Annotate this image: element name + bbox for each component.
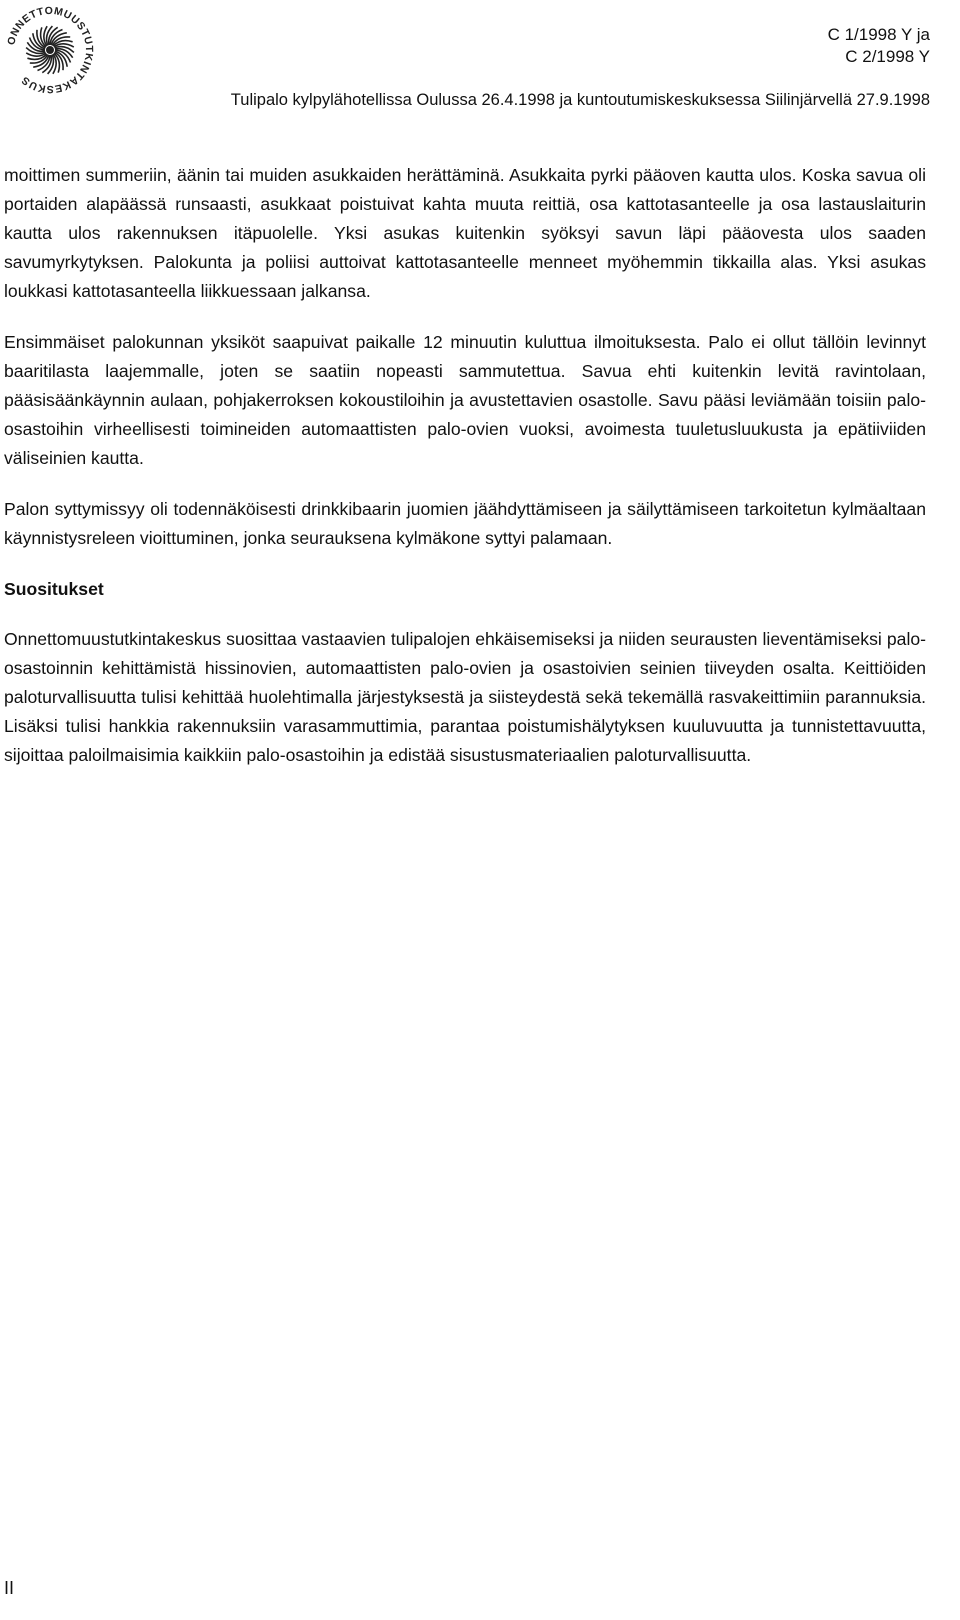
page-number: II [4,1578,15,1598]
document-code-line-1: C 1/1998 Y ja [827,25,930,44]
seal-lettering: ONNETTOMUUSTUTKINTAKESKUS [5,4,96,96]
seal-center [46,46,54,54]
agency-seal-graphic [0,0,100,100]
agency-seal-icon [0,0,100,100]
document-code-line-2: C 2/1998 Y [845,47,930,66]
document-body [4,161,926,792]
paragraph-cause: Palon syttymissyy oli todennäköisesti drinkkibaarin juomien jäähdyttämiseen ja säilyttämiseen tarkoitetun kylmäaltaan käynnistysreleen vioittuminen, jonka seurauksena kylmäkone syttyi palamaan. [4,499,926,548]
paragraph-recommendations: Onnettomuustutkintakeskus suosittaa vastaavien tulipalojen ehkäisemiseksi ja niiden seurausten lieventämiseksi palo-osastoinnin kehittämistä hissinovien, automaattisten palo-ovien ja osastoivien seinien tiiveyden osalta. Keittiöiden paloturvallisuutta tulisi kehittää huolehtimalla järjestyksestä ja siisteydestä sekä tekemällä rasvakeittimiin parannuksia. Lisäksi tulisi hankkia rakennuksiin varasammuttimia, parantaa poistumishälytyksen kuuluvuutta ja tunnistettavuutta, sijoittaa paloilmaisimia kaikkiin palo-osastoihin ja edistää sisustusmateriaalien paloturvallisuutta. [4,629,926,765]
section-heading: Suositukset [4,579,104,599]
seal-swirl [26,26,74,74]
paragraph-evacuation: moittimen summeriin, äänin tai muiden asukkaiden herättäminä. Asukkaita pyrki pääoven kautta ulos. Koska savua oli portaiden alapäässä runsaasti, asukkaat poistuivat kahta muuta reittiä, osa kattotasanteelle ja osa lastauslaiturin kautta ulos rakennuksen itäpuolelle. Yksi asukas kuitenkin syöksyi savun läpi pääovesta ulos saaden savumyrkytyksen. Palokunta ja poliisi auttoivat kattotasanteelle menneet myöhemmin tikkailla alas. Yksi asukas loukkasi kattotasanteella liikkuessaan jalkansa. [4,165,926,301]
document-subtitle: Tulipalo kylpylähotellissa Oulussa 26.4.1998 ja kuntoutumiskeskuksessa Siilinjärvellä 27.9.1998 [230,91,930,109]
document-code [828,24,930,68]
paragraph-fire-brigade: Ensimmäiset palokunnan yksiköt saapuivat paikalle 12 minuutin kuluttua ilmoituksesta. Palo ei ollut tällöin levinnyt baaritilasta laajemmalle, joten se saatiin nopeasti sammutettua. Savua ehti kuitenkin levitä ravintolaan, pääsisäänkäynnin aulaan, pohjakerroksen kokoustiloihin ja avustettavien osastolle. Savu pääsi leviämään toisiin palo-osastoihin virheellisesti toimineiden automaattisten palo-ovien vuoksi, avoimesta tuuletusluukusta ja epätiiviiden väliseinien kautta. [4,332,926,468]
